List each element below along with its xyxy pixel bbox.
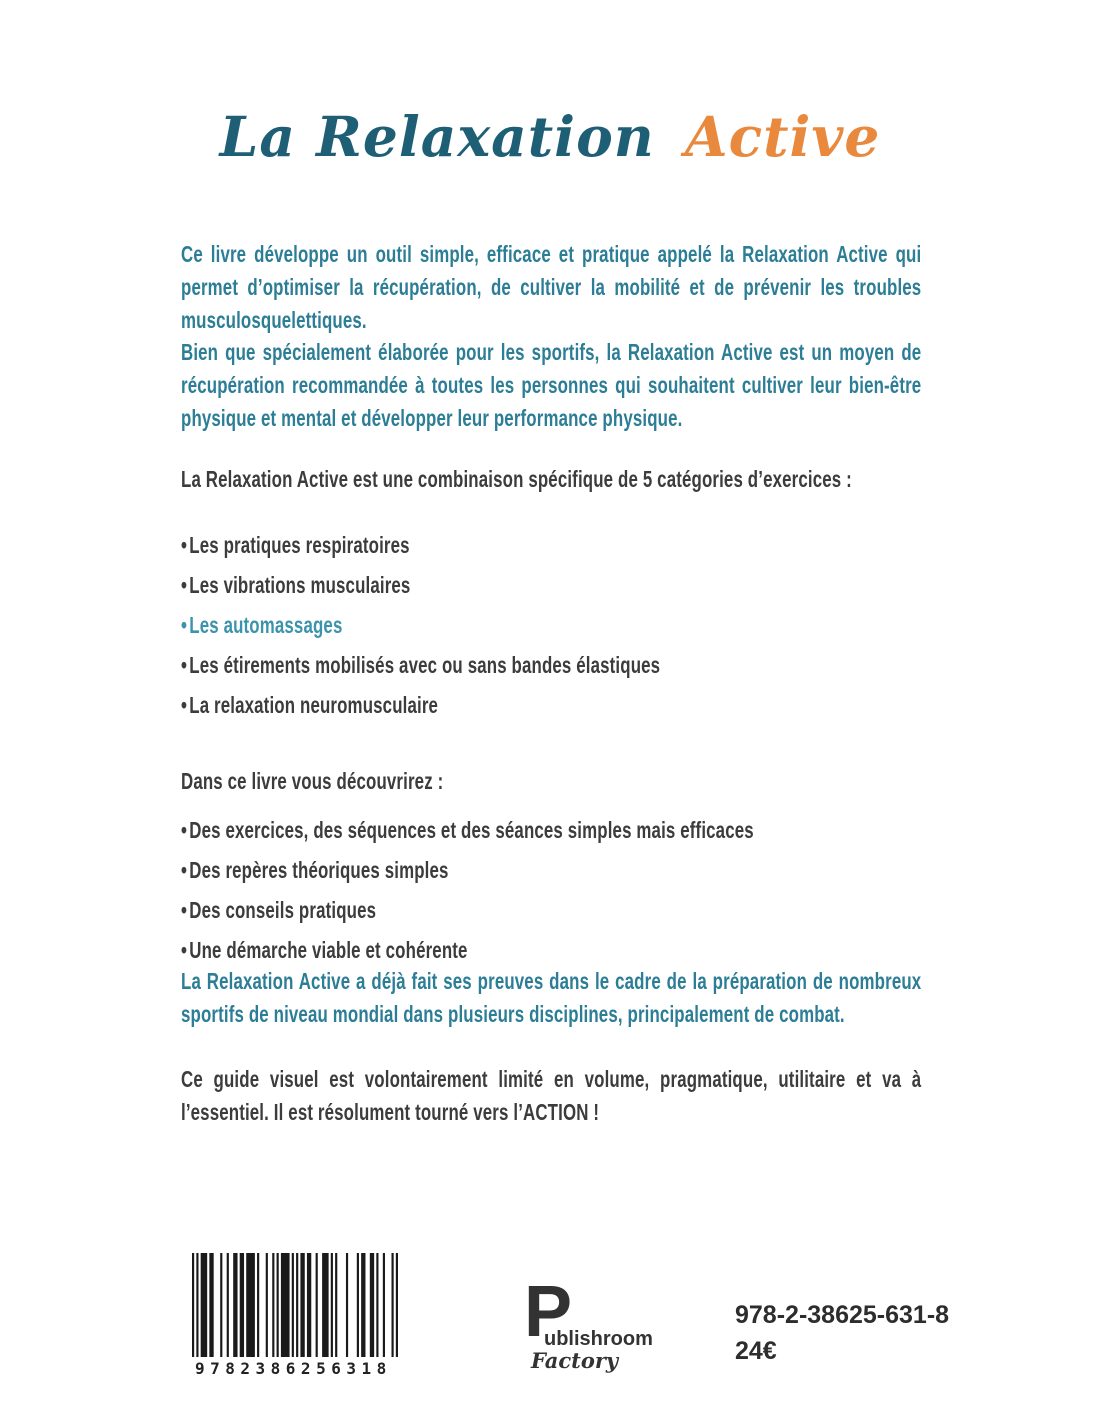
barcode-digits: 9782386256318 <box>195 1359 392 1378</box>
list-item-text: Les pratiques respiratoires <box>189 532 410 558</box>
list-item <box>181 685 921 725</box>
book-title <box>0 104 1100 169</box>
bullet-icon: • <box>181 532 188 558</box>
outro-paragraph-2: Ce guide visuel est volontairement limité en volume, pragmatique, utilitaire et va à l’essentiel. Il est résolument tourné vers l’ACTION ! <box>181 1066 922 1125</box>
list-item-text: Une démarche viable et cohérente <box>189 937 468 963</box>
list-item <box>181 645 921 685</box>
publisher-logo-factory: Factory <box>531 1348 619 1373</box>
list-item-text: Les vibrations musculaires <box>189 572 411 598</box>
list-item <box>181 890 921 930</box>
bullet-icon: • <box>181 857 188 883</box>
ean13-barcode <box>192 1253 398 1378</box>
list-item-text: Les étirements mobilisés avec ou sans bandes élastiques <box>189 652 661 678</box>
bullet-icon: • <box>181 937 188 963</box>
publisher-logo <box>524 1272 684 1382</box>
isbn-number: 978-2-38625-631-8 <box>735 1301 950 1329</box>
list-item <box>181 525 921 565</box>
bullet-icon: • <box>181 897 188 923</box>
outro-paragraph-1: La Relaxation Active a déjà fait ses preuves dans le cadre de la préparation de nombreux sportifs de niveau mondial dans plusieurs disciplines, principalement de combat. <box>181 968 922 1027</box>
list-item <box>181 810 921 850</box>
list-item-text: Des exercices, des séquences et des séances simples mais efficaces <box>189 817 754 843</box>
list-item <box>181 565 921 605</box>
barcode-bars <box>192 1253 398 1357</box>
price: 24€ <box>735 1337 777 1365</box>
list-item-text: La relaxation neuromusculaire <box>189 692 439 718</box>
intro-paragraph-3: La Relaxation Active est une combinaison spécifique de 5 catégories d’exercices : <box>181 466 852 492</box>
bullet-icon: • <box>181 692 188 718</box>
publisher-logo-name: ublishroom <box>544 1328 653 1350</box>
list-item-text: Des conseils pratiques <box>189 897 377 923</box>
list-item-text: Les automassages <box>189 612 343 638</box>
bullet-icon: • <box>181 612 188 638</box>
list-item-text: Des repères théoriques simples <box>189 857 449 883</box>
publisher-logo-initial: P <box>524 1272 573 1352</box>
intro-paragraph-2: Bien que spécialement élaborée pour les sportifs, la Relaxation Active est un moyen de récupération recommandée à toutes les personnes qui souhaitent cultiver leur bien-être physique et mental et développer leur performance physique. <box>181 339 922 431</box>
discover-list <box>181 810 921 970</box>
list-item <box>181 930 921 970</box>
bullet-icon: • <box>181 652 188 678</box>
categories-list <box>181 525 921 725</box>
list-item <box>181 850 921 890</box>
list-item <box>181 605 921 645</box>
title-lead: La Relaxation <box>219 104 655 169</box>
title-accent: Active <box>684 104 881 169</box>
bullet-icon: • <box>181 817 188 843</box>
discover-heading: Dans ce livre vous découvrirez : <box>181 768 444 794</box>
bullet-icon: • <box>181 572 188 598</box>
intro-paragraph-1: Ce livre développe un outil simple, efficace et pratique appelé la Relaxation Active qui permet d’optimiser la récupération, de cultiver la mobilité et de prévenir les troubles musculosquelettiques. <box>181 241 922 333</box>
isbn-price-block <box>735 1297 949 1369</box>
